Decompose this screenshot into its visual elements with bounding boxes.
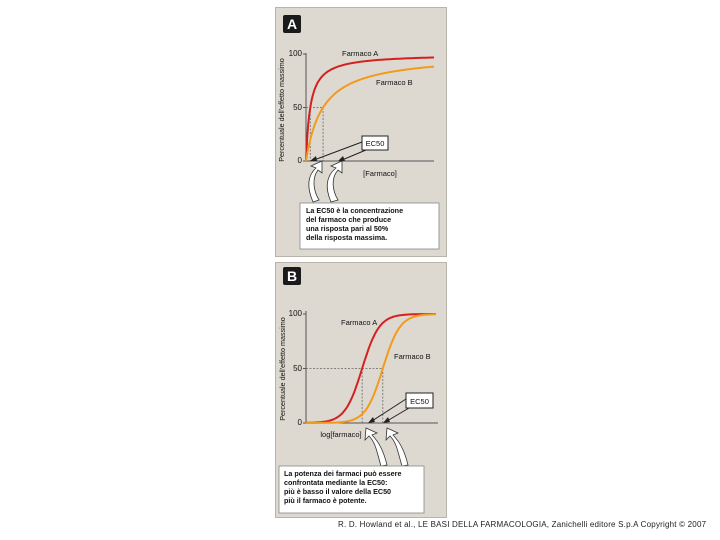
y-axis-title: Percentuale dell'effetto massimo [277, 58, 286, 162]
x-axis-title: [Farmaco] [363, 169, 397, 178]
caption-text: La EC50 è la concentrazione del farmaco che produce una risposta pari al 50% della risposta massima. [306, 206, 404, 242]
curved-arrow-icon [386, 428, 408, 466]
curved-arrow-icon [365, 428, 387, 466]
copyright-footer: R. D. Howland et al., LE BASI DELLA FARMACOLOGIA, Zanichelli editore S.p.A Copyright © 2007 [338, 520, 707, 529]
ec50-arrow [387, 408, 409, 421]
caption-text: La potenza dei farmaci può essere confrontata mediante la EC50: più è basso il valore della EC50 più il farmaco è potente. [284, 469, 402, 505]
x-axis-title: log[farmaco] [320, 430, 362, 439]
ec50-arrow-head [310, 156, 317, 161]
ec50-reference-lines [306, 369, 383, 424]
panel-label: A [286, 16, 298, 32]
panel-label: B [286, 268, 298, 284]
ec50-arrow-head [383, 417, 390, 423]
y-axis-title: Percentuale dell'effetto massimo [278, 317, 287, 421]
chart-b-svg [276, 263, 446, 517]
ec50-arrow-head [338, 156, 345, 161]
ec50-arrow [372, 399, 406, 421]
y-tick-label: 50 [293, 103, 302, 112]
panel-a [275, 7, 447, 257]
series-label-farmaco-b: Farmaco B [376, 78, 413, 87]
panel-b [275, 262, 447, 518]
ec50-arrow-head [368, 417, 375, 423]
ec50-label: EC50 [365, 139, 385, 148]
ec50-arrow [314, 142, 362, 160]
ec50-arrow [342, 150, 366, 160]
y-tick-label: 100 [288, 49, 302, 58]
series-label-farmaco-b: Farmaco B [394, 352, 431, 361]
ec50-label: EC50 [410, 397, 429, 406]
curved-arrow-icon [309, 161, 322, 202]
y-tick-label: 100 [288, 309, 302, 318]
series-label-farmaco-a: Farmaco A [342, 49, 379, 58]
y-tick-label: 0 [297, 418, 302, 427]
series-label-farmaco-a: Farmaco A [341, 318, 378, 327]
y-tick-label: 50 [293, 364, 302, 373]
chart-a-svg [276, 8, 446, 256]
curved-arrow-icon [327, 161, 342, 202]
y-tick-label: 0 [297, 156, 302, 165]
